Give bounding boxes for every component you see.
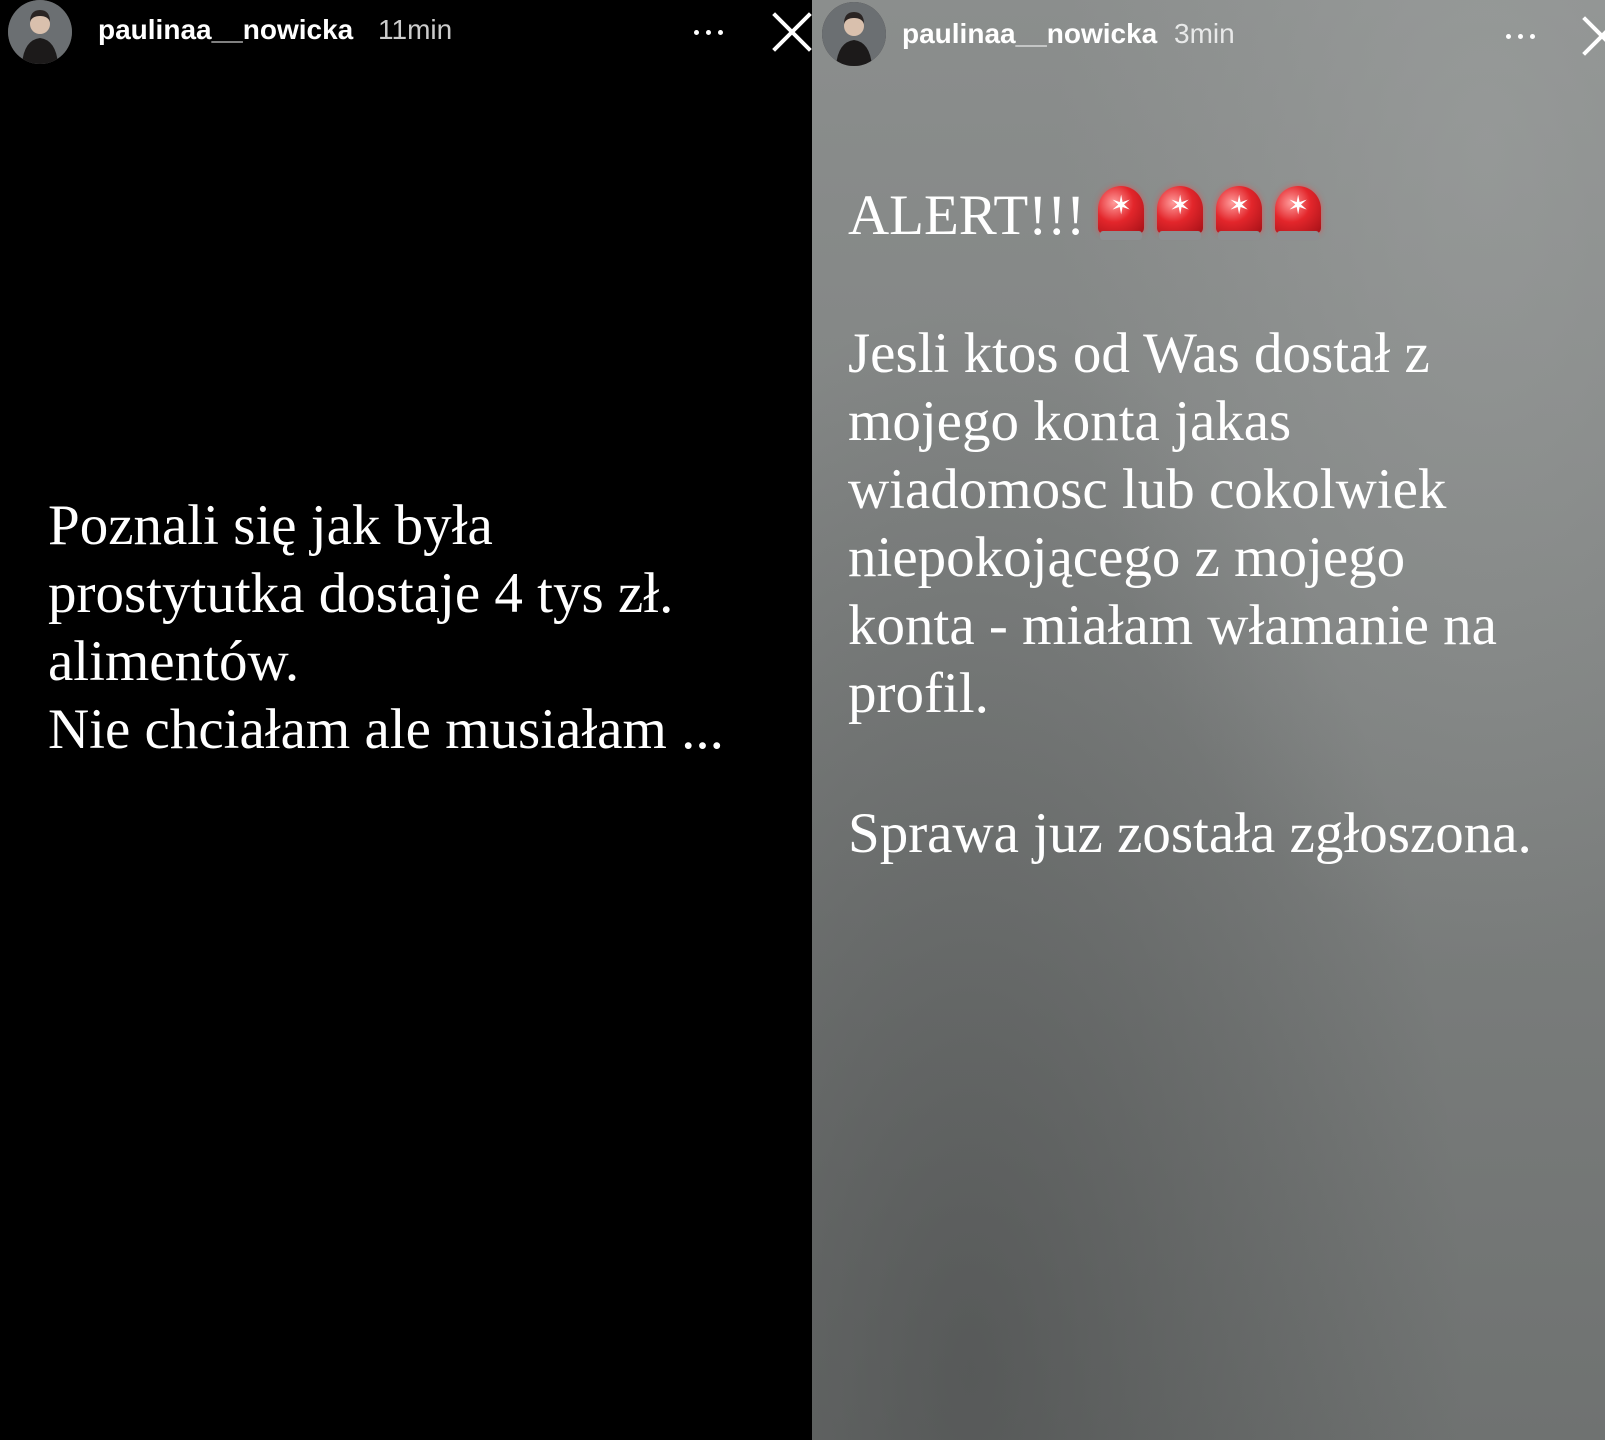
story-text-line: alimentów.	[48, 630, 300, 693]
story-header	[812, 0, 1605, 70]
alert-message-line: Jesli ktos od Was dostał z	[848, 322, 1430, 385]
alert-message-line: niepokojącego z mojego	[848, 526, 1406, 589]
alert-message-line: profil.	[848, 662, 989, 725]
story-time: 11min	[378, 14, 453, 45]
story-time: 3min	[1174, 18, 1235, 49]
siren-icon: ✶	[1157, 186, 1203, 240]
closing-text: Sprawa juz została zgłoszona.	[848, 802, 1532, 865]
close-icon[interactable]	[770, 10, 812, 54]
story-text-line: Poznali się jak była	[48, 494, 493, 557]
alert-message-line: mojego konta jakas	[848, 390, 1292, 453]
alert-heading	[848, 182, 1321, 250]
story-text-line: Nie chciałam ale musiałam ...	[48, 698, 724, 761]
story-username[interactable]: paulinaa__nowicka	[902, 18, 1158, 49]
story-header	[0, 0, 812, 70]
more-options-icon[interactable]	[690, 22, 730, 42]
siren-icon: ✶	[1216, 186, 1262, 240]
alert-message	[848, 320, 1497, 728]
avatar[interactable]	[822, 2, 886, 66]
close-icon[interactable]	[1580, 14, 1605, 58]
siren-icon: ✶	[1098, 186, 1144, 240]
story-username[interactable]: paulinaa__nowicka	[98, 14, 354, 45]
alert-message-line: konta - miałam włamanie na	[848, 594, 1497, 657]
story-text	[48, 492, 724, 764]
avatar[interactable]	[8, 0, 72, 64]
story-text-line: prostytutka dostaje 4 tys zł.	[48, 562, 674, 625]
siren-icon: ✶	[1275, 186, 1321, 240]
story-panel-right	[812, 0, 1605, 1440]
alert-message-line: wiadomosc lub cokolwiek	[848, 458, 1447, 521]
more-options-icon[interactable]	[1502, 26, 1542, 46]
alert-text: ALERT!!!	[848, 184, 1086, 247]
